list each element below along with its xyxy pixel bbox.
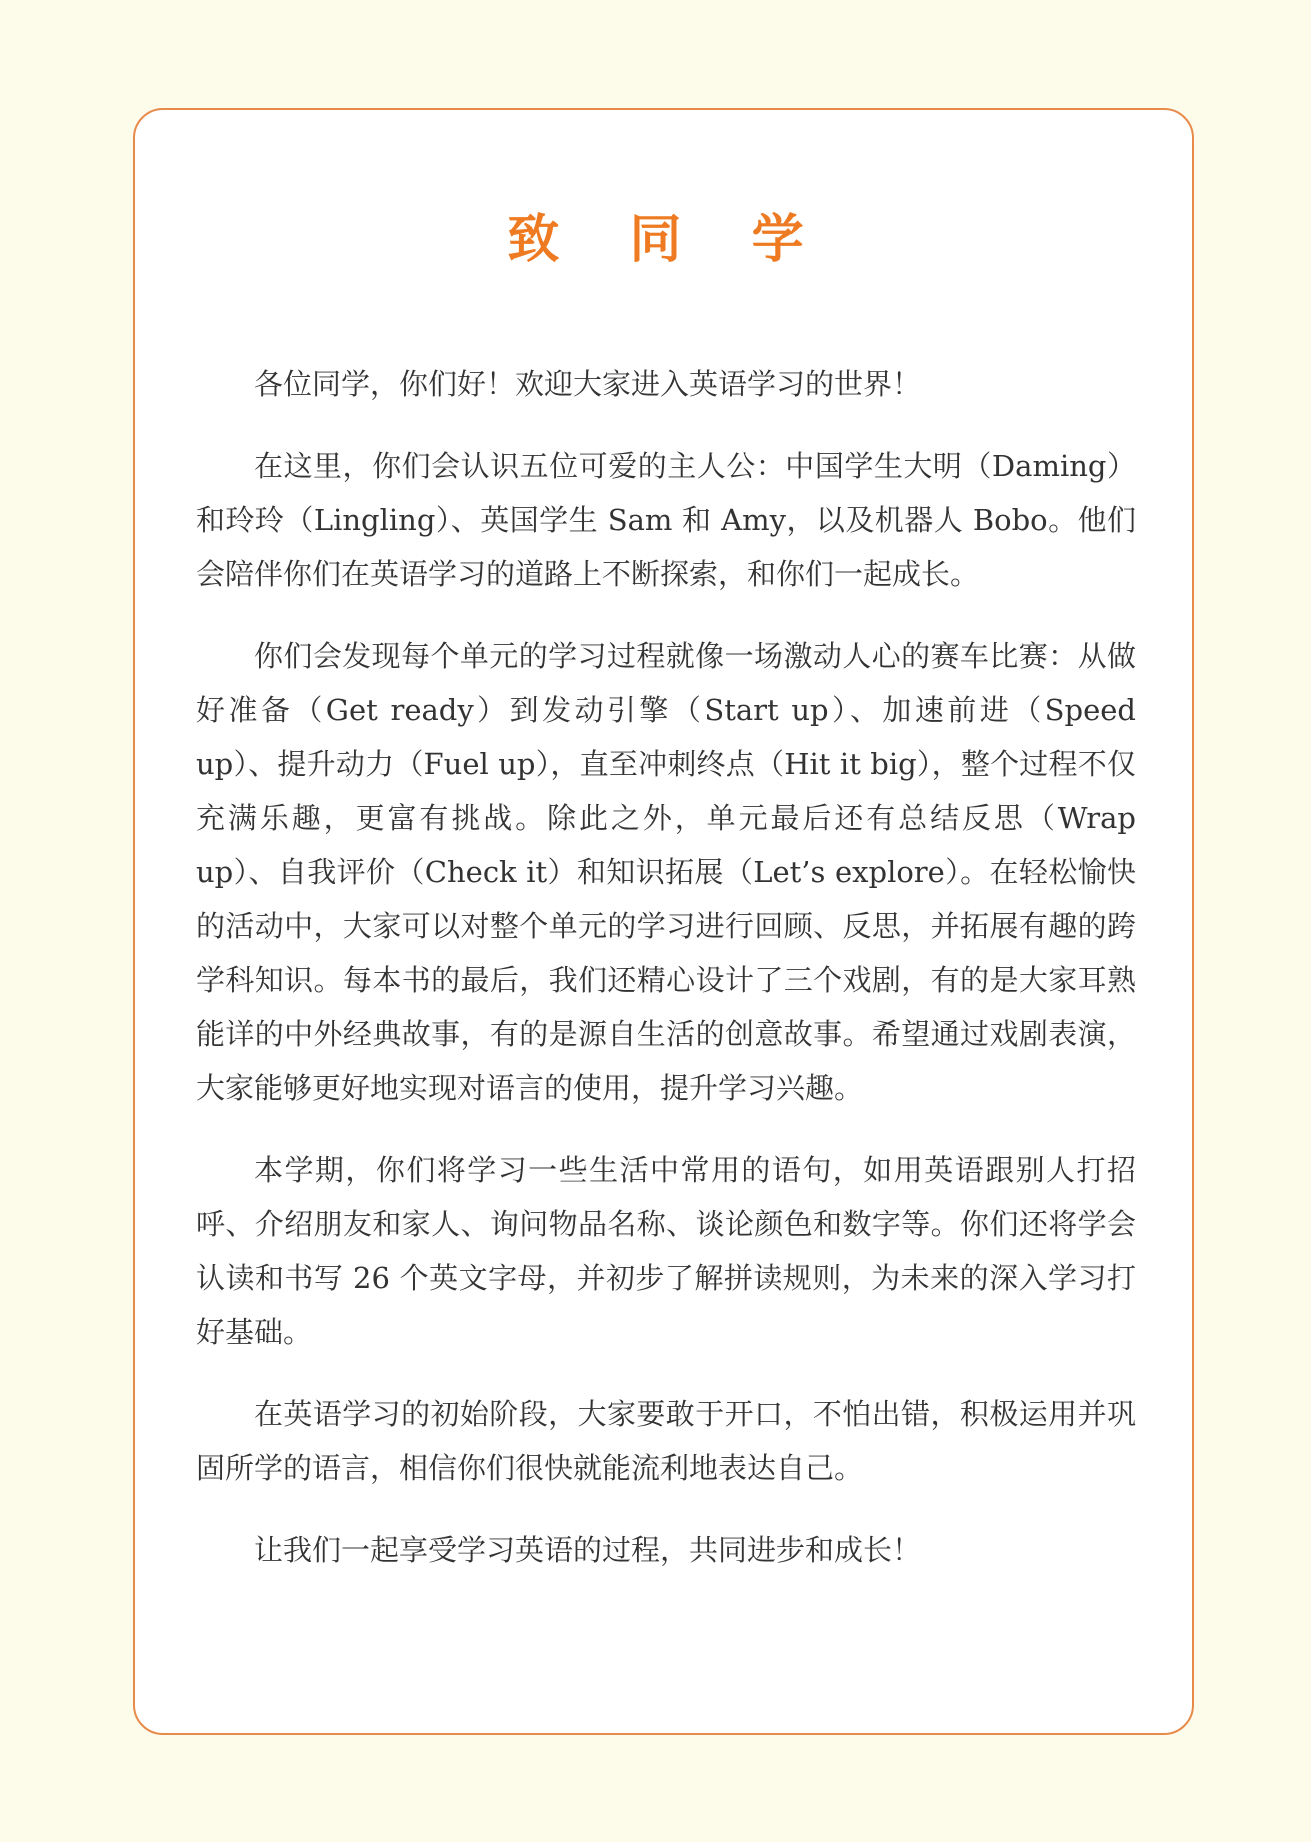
paragraph-greeting: 各位同学，你们好！欢迎大家进入英语学习的世界！ [254, 367, 922, 401]
paragraph-closing: 让我们一起享受学习英语的过程，共同进步和成长！ [254, 1533, 922, 1567]
paragraph-characters: 在这里，你们会认识五位可爱的主人公：中国学生大明（Daming）和玲玲（Lingling）、英国学生 Sam 和 Amy，以及机器人 Bobo。他们会陪伴你们在英语学习的道路上不断探索，和你们一起成长。 [196, 449, 1136, 591]
paragraph-encouragement: 在英语学习的初始阶段，大家要敢于开口，不怕出错，积极运用并巩固所学的语言，相信你们很快就能流利地表达自己。 [196, 1397, 1136, 1485]
page-title: 致 同 学 [507, 210, 830, 270]
paragraph-semester-goals: 本学期，你们将学习一些生活中常用的语句，如用英语跟别人打招呼、介绍朋友和家人、询问物品名称、谈论颜色和数字等。你们还将学会认读和书写 26 个英文字母，并初步了解拼读规则，为未来的深入学习打好基础。 [196, 1153, 1136, 1349]
paragraph-unit-structure: 你们会发现每个单元的学习过程就像一场激动人心的赛车比赛：从做好准备（Get ready）到发动引擎（Start up）、加速前进（Speed up）、提升动力（Fuel up），直至冲刺终点（Hit it big），整个过程不仅充满乐趣，更富有挑战。除此之外，单元最后还有总结反思（Wrap up）、自我评价（Check it）和知识拓展（Let’s explore）。在轻松愉快的活动中，大家可以对整个单元的学习进行回顾、反思，并拓展有趣的跨学科知识。每本书的最后，我们还精心设计了三个戏剧，有的是大家耳熟能详的中外经典故事，有的是源自生活的创意故事。希望通过戏剧表演，大家能够更好地实现对语言的使用，提升学习兴趣。 [196, 639, 1136, 1105]
letter-body [196, 357, 1136, 1605]
